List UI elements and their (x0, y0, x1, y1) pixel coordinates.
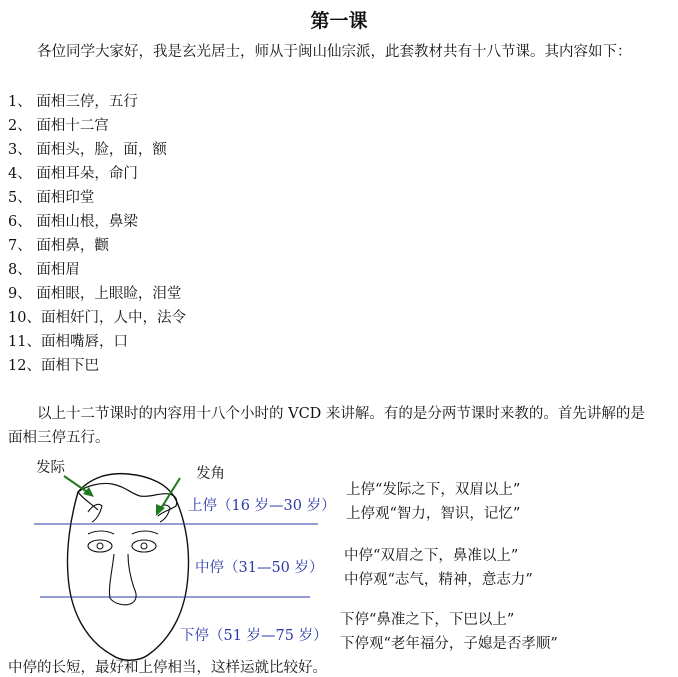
right-eyebrow (132, 531, 158, 534)
lower-zone-description: 下停“鼻准之下，下巴以上” 下停观“老年福分，子媳是否孝顺” (340, 612, 558, 652)
forehead-corner-label: 发角 (196, 466, 225, 482)
middle-zone-label: 中停（31—50 岁） (195, 560, 324, 576)
list-item: 8、 面相眉 (8, 262, 80, 278)
left-eye (88, 540, 112, 552)
list-item: 10、面相奸门，人中，法令 (8, 310, 186, 326)
cutoff-text-line: 中停的长短，最好和上停相当，这样运就比较好。 (8, 660, 327, 676)
list-item: 1、 面相三停，五行 (8, 94, 138, 110)
face-diagram (0, 450, 678, 667)
list-item: 2、 面相十二宫 (8, 118, 109, 134)
summary-paragraph: 以上十二节课时的内容用十八个小时的 VCD 来讲解。有的是分两节课时来教的。首先讲解的是面相三停五行。 (8, 406, 645, 446)
list-item: 7、 面相鼻，颧 (8, 238, 109, 254)
page-title: 第一课 (310, 10, 368, 32)
intro-paragraph: 各位同学大家好，我是玄光居士，师从于闽山仙宗派，此套教材共有十八节课。其内容如下： (37, 44, 632, 60)
face-drawing (0, 450, 678, 667)
head-outline (67, 474, 188, 661)
list-item: 12、面相下巴 (8, 358, 99, 374)
lower-zone-label: 下停（51 岁—75 岁） (180, 628, 328, 644)
list-item: 4、 面相耳朵，命门 (8, 166, 138, 182)
list-item: 3、 面相头，脸，面，额 (8, 142, 167, 158)
hair-outline (78, 483, 177, 516)
right-eye (132, 540, 156, 552)
left-eyebrow (88, 531, 114, 534)
upper-zone-label: 上停（16 岁—30 岁） (188, 498, 336, 514)
lesson-list (8, 90, 186, 378)
list-item: 9、 面相眼，上眼睑，泪堂 (8, 286, 182, 302)
list-item: 11、面相嘴唇，口 (8, 334, 128, 350)
hairline-label: 发际 (36, 460, 65, 476)
list-item: 6、 面相山根，鼻梁 (8, 214, 138, 230)
middle-zone-description: 中停“双眉之下，鼻准以上” 中停观“志气，精神，意志力” (344, 548, 533, 588)
upper-zone-description: 上停“发际之下，双眉以上” 上停观“智力，智识，记忆” (346, 482, 521, 522)
list-item: 5、 面相印堂 (8, 190, 95, 206)
